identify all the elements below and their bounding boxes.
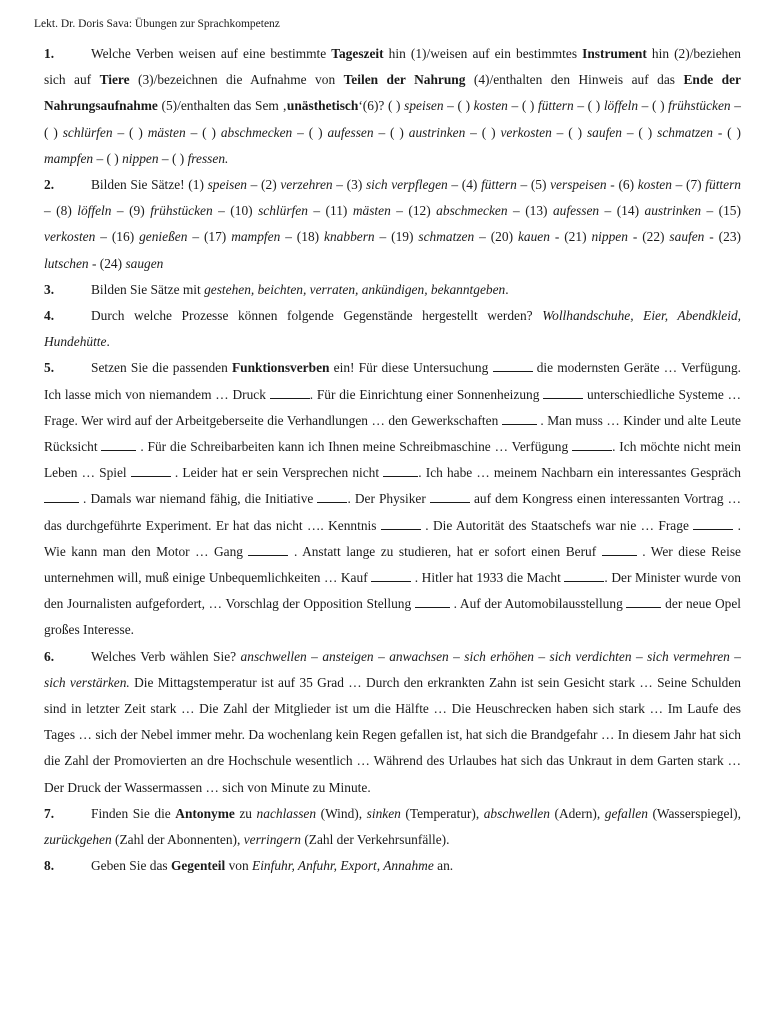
exercise-text: – (17) — [187, 229, 232, 245]
bold-term: Tiere — [99, 72, 130, 88]
italic-term: austrinken — [408, 124, 466, 140]
exercise-2 — [44, 172, 741, 277]
bold-term: Tageszeit — [331, 46, 384, 61]
fill-blank[interactable] — [101, 438, 136, 451]
exercise-text: – ( ) — [93, 150, 123, 166]
italic-term: fressen. — [187, 150, 229, 166]
exercise-text: – ( ) — [621, 124, 658, 140]
italic-term: verzehren — [280, 177, 333, 193]
exercise-number: 2. — [44, 177, 55, 193]
exercise-text: – ( ) — [373, 124, 409, 140]
exercise-text: – (8) — [44, 203, 78, 219]
exercise-text: – ( ) — [292, 124, 328, 140]
italic-term: löffeln — [603, 98, 639, 114]
italic-term: kosten — [637, 177, 672, 193]
bold-term: Gegenteil — [170, 858, 226, 874]
exercise-text: (4)/enthalten den Hinweis auf das — [465, 72, 684, 88]
exercise-text: – (19) — [374, 229, 419, 245]
italic-term: Wollhandschuhe, Eier, Abendkleid, Hundehütte — [44, 308, 741, 350]
italic-term: anschwellen – ansteigen – anwachsen – sich erhöhen – sich verdichten – sich vermehren – sich verstärken. — [44, 648, 741, 690]
exercise-text: – ( ) — [465, 124, 501, 140]
italic-term: saufen — [669, 229, 705, 245]
exercise-text: (Adern), — [549, 805, 605, 821]
exercise-text: zu — [234, 805, 257, 821]
exercise-text: . Auf der Automobilausstellung — [449, 596, 627, 612]
exercise-text: von — [225, 858, 253, 874]
exercise-text: (Zahl der Abonnenten), — [111, 832, 244, 848]
italic-term: nippen — [591, 229, 628, 245]
exercise-text: (Wind), — [316, 805, 367, 821]
italic-term: gefallen — [604, 805, 648, 821]
italic-term: kauen — [517, 229, 550, 245]
exercise-text: . Leider hat er sein Versprechen nicht — [170, 465, 384, 481]
bold-term: Instrument — [582, 46, 647, 61]
exercise-text: (3)/bezeichnen die Aufnahme von — [129, 72, 344, 88]
exercise-text: Bilden Sie Sätze! (1) — [91, 177, 208, 193]
fill-blank[interactable] — [693, 517, 733, 530]
exercise-text: Bilden Sie Sätze mit — [91, 281, 205, 297]
exercise-text: . Für die Einrichtung einer Sonnenheizung — [309, 386, 544, 402]
bold-term: Antonyme — [175, 805, 235, 821]
italic-term: aufessen — [552, 203, 600, 219]
exercise-number: 6. — [44, 648, 55, 664]
italic-term: füttern — [705, 177, 741, 193]
italic-term: saufen — [586, 124, 622, 140]
fill-blank[interactable] — [602, 543, 637, 556]
italic-term: kosten — [473, 98, 508, 114]
exercise-3 — [44, 277, 741, 303]
italic-term: knabbern — [324, 229, 375, 245]
italic-term: zurückgehen — [44, 832, 112, 848]
fill-blank[interactable] — [502, 412, 537, 425]
exercise-text: – (15) — [701, 203, 741, 219]
exercise-text: Durch welche Prozesse können folgende Gegenstände hergestellt werden? — [91, 308, 543, 324]
exercise-5 — [44, 355, 741, 643]
exercise-4 — [44, 303, 741, 355]
italic-term: verkosten — [500, 124, 552, 140]
exercise-text: – (11) — [307, 203, 353, 219]
italic-term: verspeisen — [550, 177, 607, 193]
exercise-text: . Hitler hat 1933 die Macht — [411, 570, 565, 586]
exercise-text: . Wer diese Reise unternehmen will, muß einige Unbequemlichkeiten … Kauf — [44, 543, 741, 586]
exercise-1 — [44, 41, 741, 172]
italic-term: schmatzen — [657, 124, 713, 140]
fill-blank[interactable] — [371, 569, 411, 582]
italic-term: mästen — [147, 124, 186, 140]
exercise-text: – (14) — [599, 203, 645, 219]
exercise-text: . Der Physiker — [347, 491, 430, 507]
italic-term: gestehen, beichten, verraten, ankündigen, bekanntgeben — [204, 281, 506, 297]
exercise-text: . Die Autorität des Staatschefs war nie … Frage — [420, 517, 694, 533]
bold-term: Ende der Nahrungsaufnahme — [44, 72, 741, 114]
exercise-text: – (16) — [95, 229, 140, 245]
exercise-text: (Temperatur), — [400, 805, 484, 821]
exercise-text: . Man muss … Kinder und alte Leute Rücksicht — [44, 412, 741, 455]
exercise-text: (Wasserspiegel), — [647, 805, 741, 821]
italic-term: mampfen — [231, 229, 281, 245]
exercise-text: – (2) — [247, 177, 281, 193]
exercise-text: - (6) — [606, 177, 638, 193]
exercise-text: ‘(6)? ( ) — [358, 98, 405, 114]
exercise-text: hin (1)/weisen auf ein bestimmtes — [383, 46, 583, 61]
exercise-text: an. — [433, 858, 454, 874]
exercise-text: Die Mittagstemperatur ist auf 35 Grad … Durch den erkrankten Zahn ist sein Gesicht stark … Seine Schulden sind in letzter Zeit stark … Die Zahl der Mitglieder ist um die Hälfte … Die Heuschrecken haben sich stark … Im Laufe des Tages … sich der Nebel immer mehr. Da wochenlang kein Regen gefallen ist, hat sich die Brandgefahr … In diesem Jahr hat sich die Zahl der Promovierten an dre Hochschule wesentlich … Während des Urlaubes hat sich das Unkraut in dem Garten stark … Der Druck der Wassermassen … sich von Minute zu Minute. — [44, 674, 741, 795]
italic-term: saugen — [125, 255, 164, 271]
exercise-number: 5. — [44, 360, 55, 376]
italic-term: sich verpflegen — [365, 177, 448, 193]
italic-term: abschwellen — [483, 805, 550, 821]
italic-term: frühstücken — [668, 98, 731, 114]
exercise-text: – (7) — [671, 177, 706, 193]
exercise-text: die modernsten Geräte … Verfügung. Ich lasse mich von niemandem … Druck — [44, 360, 742, 402]
fill-blank[interactable] — [270, 386, 310, 399]
fill-blank[interactable] — [383, 464, 418, 477]
exercise-text: hin (2)/beziehen sich auf — [44, 46, 742, 88]
exercise-text: – ( ) — [443, 98, 474, 114]
italic-term: abschmecken — [436, 203, 508, 219]
exercise-text: – (10) — [212, 203, 259, 219]
exercise-text: . Der Minister wurde von den Journalisten aufgefordert, … Vorschlag der Opposition Stellung — [44, 570, 741, 612]
exercise-8 — [44, 853, 741, 879]
italic-term: frühstücken — [150, 203, 213, 219]
exercise-text: (Zahl der Verkehrsunfälle). — [300, 832, 450, 848]
italic-term: speisen — [207, 177, 247, 193]
exercise-number: 3. — [44, 281, 55, 297]
bold-term: unästhetisch — [286, 98, 359, 114]
exercise-text: - (22) — [627, 229, 670, 245]
exercise-text: auf dem Kongress einen interessanten Vortrag … das durchgeführte Experiment. Er hat das nicht …. Kenntnis — [44, 491, 741, 533]
exercise-text: – ( ) — [112, 124, 148, 140]
exercise-text: – (3) — [332, 177, 366, 193]
italic-term: nippen — [122, 150, 159, 166]
fill-blank[interactable] — [626, 595, 661, 608]
fill-blank[interactable] — [131, 464, 171, 477]
fill-blank[interactable] — [564, 569, 604, 582]
italic-term: abschmecken — [220, 124, 293, 140]
exercise-number: 7. — [44, 805, 55, 821]
fill-blank[interactable] — [415, 595, 450, 608]
italic-term: Einfuhr, Anfuhr, Export, Annahme — [252, 858, 434, 874]
exercise-text: – ( ) — [158, 150, 188, 166]
bold-term: Teilen der Nahrung — [343, 72, 466, 88]
exercise-text: – ( ) — [507, 98, 538, 114]
exercise-text: – (4) — [447, 177, 482, 193]
exercise-text: – (12) — [390, 203, 437, 219]
exercise-text: . Für die Schreibarbeiten kann ich Ihnen meine Schreibmaschine … Verfügung — [136, 439, 573, 455]
exercise-text: - (24) — [88, 255, 126, 271]
exercise-text: – ( ) — [185, 124, 221, 140]
italic-term: lutschen — [44, 255, 89, 271]
exercise-text: – (5) — [516, 177, 551, 193]
exercise-number: 8. — [44, 858, 55, 874]
exercise-text: (5)/enthalten das Sem ‚ — [157, 98, 287, 114]
exercise-text: . Wie kann man den Motor … Gang — [44, 517, 741, 559]
document-header: Lekt. Dr. Doris Sava: Übungen zur Sprachkompetenz — [34, 18, 280, 30]
exercise-text: – ( ) — [573, 98, 604, 114]
exercise-text: . Ich möchte nicht mein Leben … Spiel — [44, 439, 741, 481]
italic-term: füttern — [481, 177, 517, 193]
exercise-text: Welches Verb wählen Sie? — [91, 648, 241, 664]
italic-term: austrinken — [644, 203, 702, 219]
italic-term: verringern — [243, 832, 301, 848]
exercise-text: – ( ) — [638, 98, 669, 114]
italic-term: schlürfen — [258, 203, 308, 219]
exercise-text: . Ich habe … meinem Nachbarn ein interessantes Gespräch — [418, 465, 741, 481]
exercise-text: - (21) — [549, 229, 592, 245]
fill-blank[interactable] — [493, 359, 533, 372]
fill-blank[interactable] — [317, 490, 347, 503]
exercise-6 — [44, 644, 741, 801]
exercise-text: unterschiedliche Systeme … Frage. Wer wird auf der Arbeitgeberseite die Verhandlungen … den Gewerkschaften — [44, 386, 741, 428]
exercise-text: Geben Sie das — [91, 858, 171, 874]
italic-term: mampfen — [44, 150, 94, 166]
fill-blank[interactable] — [44, 490, 79, 503]
fill-blank[interactable] — [430, 490, 470, 503]
italic-term: aufessen — [327, 124, 374, 140]
exercise-text: . — [106, 334, 110, 350]
italic-term: speisen — [404, 98, 444, 114]
italic-term: verkosten — [44, 229, 96, 245]
document-page — [34, 18, 742, 880]
exercise-text: . Anstatt lange zu studieren, hat er sofort einen Beruf — [288, 543, 602, 559]
exercise-text: – (18) — [280, 229, 325, 245]
exercise-list — [44, 41, 741, 880]
exercise-text: . Damals war niemand fähig, die Initiative — [79, 491, 318, 507]
exercise-text: Finden Sie die — [91, 805, 176, 821]
fill-blank[interactable] — [543, 386, 583, 399]
italic-term: füttern — [538, 98, 574, 114]
exercise-text: - ( ) — [712, 124, 741, 140]
exercise-7 — [44, 801, 741, 853]
exercise-text: ein! Für diese Untersuchung — [329, 360, 493, 376]
exercise-text: – ( ) — [551, 124, 587, 140]
exercise-text: - (23) — [704, 229, 741, 245]
exercise-text: – (20) — [474, 229, 518, 245]
exercise-number: 4. — [44, 308, 55, 324]
italic-term: schlürfen — [62, 124, 113, 140]
bold-term: Funktionsverben — [231, 360, 330, 376]
exercise-text: Welche Verben weisen auf eine bestimmte — [91, 46, 332, 61]
exercise-text: Setzen Sie die passenden — [91, 360, 232, 376]
exercise-text: – (13) — [507, 203, 553, 219]
italic-term: schmatzen — [418, 229, 475, 245]
italic-term: nachlassen — [256, 805, 317, 821]
italic-term: löffeln — [77, 203, 112, 219]
exercise-text: . — [505, 281, 509, 297]
fill-blank[interactable] — [572, 438, 612, 451]
fill-blank[interactable] — [381, 517, 421, 530]
italic-term: sinken — [366, 805, 401, 821]
exercise-text: – ( ) — [44, 98, 741, 140]
italic-term: genießen — [139, 229, 188, 245]
fill-blank[interactable] — [248, 543, 288, 556]
exercise-text: – (9) — [111, 203, 151, 219]
exercise-text: der neue Opel großes Interesse. — [44, 596, 741, 638]
italic-term: mästen — [352, 203, 391, 219]
exercise-number: 1. — [44, 46, 55, 61]
